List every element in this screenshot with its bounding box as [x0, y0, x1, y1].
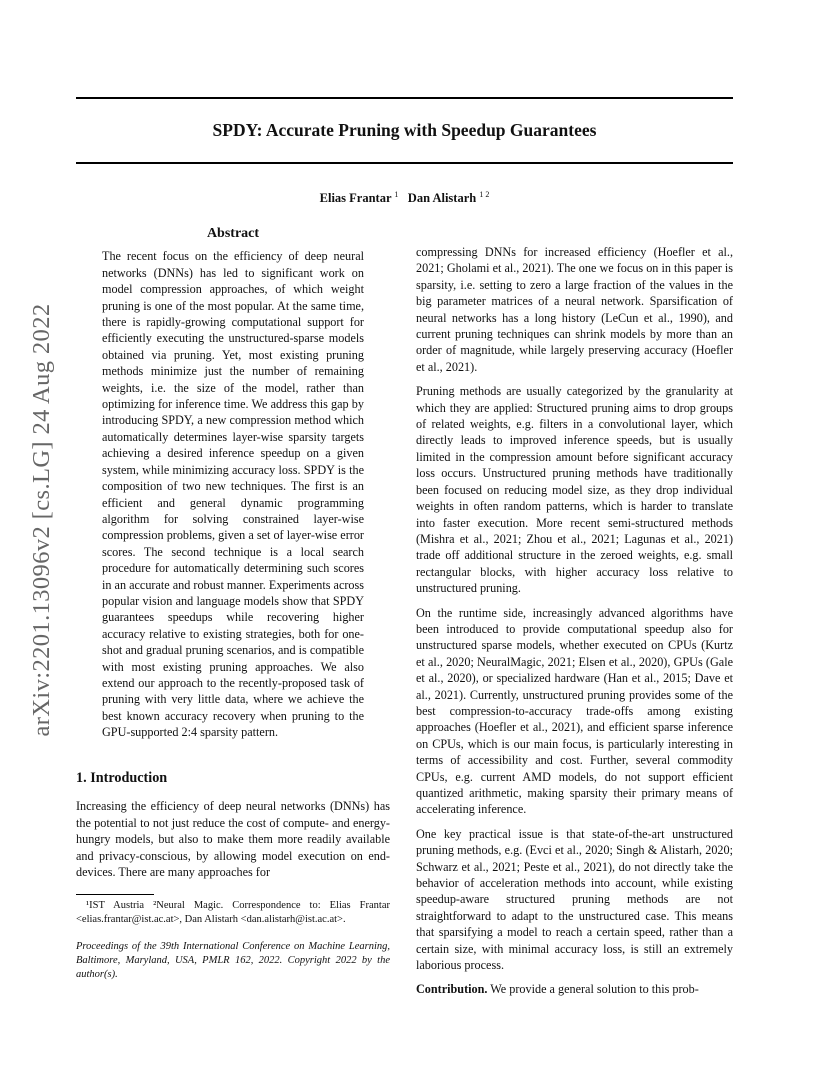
- affiliation-footnote: ¹IST Austria ²Neural Magic. Correspondence to: Elias Frantar <elias.frantar@ist.ac.at>, Dan Alistarh <dan.alistarh@ist.ac.at>.: [76, 900, 390, 926]
- author-affiliation: 1: [394, 190, 399, 199]
- arxiv-stamp: arXiv:2201.13096v2 [cs.LG] 24 Aug 2022: [28, 303, 55, 737]
- body-paragraph: One key practical issue is that state-of-the-art unstructured pruning methods, e.g. (Evci et al., 2020; Singh & Alistarh, 2020; Schwarz et al., 2021; Peste et al., 2021), do not directly take the behavior of acceleration methods into account, while existing speedup-aware structured pruning methods are not straightforward to adapt to the unstructured case. This means that sparsifying a model to reach a certain speed, rather than a certain size, with minimal accuracy loss, is still an extremely laborious process.: [416, 826, 733, 973]
- author-affiliation: 1 2: [479, 190, 490, 199]
- body-paragraph: On the runtime side, increasingly advanced algorithms have been introduced to provide computational speedup also for unstructured sparse models, whether executed on CPUs (Kurtz et al., 2020; NeuralMagic, 2021; Elsen et al., 2020), GPUs (Gale et al., 2020), or specialized hardware (Han et al., 2015; Dave et al., 2021). Currently, unstructured pruning provides some of the best compression-to-accuracy trade-offs among existing approaches (Hoefler et al., 2021), and efficient sparse inference on CPUs, which is our main focus, is particularly interesting in terms of accessibility and cost. Further, several commodity CPUs, e.g. current AMD models, do not support efficient quantized arithmetic, making sparsity their primary means of accelerating inference.: [416, 605, 733, 817]
- abstract-section: [102, 226, 364, 741]
- contribution-label: Contribution.: [416, 982, 488, 997]
- proceedings-note: Proceedings of the 39th International Conference on Machine Learning, Baltimore, Maryland, USA, PMLR 162, 2022. Copyright 2022 by the author(s).: [76, 941, 390, 981]
- author-list: [76, 190, 733, 206]
- abstract-heading: Abstract: [206, 226, 260, 241]
- intro-paragraph: Increasing the efficiency of deep neural networks (DNNs) has the potential to not just reduce the cost of compute- and energy-hungry models, but also to make them more readily available and privacy-conscious, by allowing model execution on end-devices. There are many approaches for: [76, 799, 390, 880]
- right-column: [416, 244, 733, 1006]
- introduction-section: [76, 770, 390, 982]
- contribution-text: We provide a general solution to this prob-: [490, 982, 699, 997]
- section-heading: 1. Introduction: [76, 770, 168, 786]
- footnote-rule: [76, 894, 154, 895]
- body-paragraph: compressing DNNs for increased efficiency (Hoefler et al., 2021; Gholami et al., 2021). The one we focus on in this paper is sparsity, i.e. setting to zero a large fraction of the values in the big parameter matrices of a neural network. Sparsification of neural networks has a long history (LeCun et al., 1990), and current pruning techniques can shrink models by more than an order of magnitude, while largely preserving accuracy (Hoefler et al., 2021).: [416, 245, 733, 374]
- contribution-paragraph: [416, 981, 733, 997]
- body-paragraph: Pruning methods are usually categorized by the granularity at which they are applied: Structured pruning aims to drop groups of related weights, e.g. filters in a convolutional layer, which directly leads to improved inference speeds, but is usually limited in the compression amount before significant accuracy loss occurs. Unstructured pruning methods have traditionally been focused on reducing model size, as they drop individual weights in often random patterns, which is harder to translate into faster execution. More recent semi-structured methods (Mishra et al., 2021; Zhou et al., 2021; Lagunas et al., 2021) trade off additional structure in the zeroed weights, e.g. small rectangular blocks, with higher accuracy loss relative to unstructured pruning.: [416, 384, 733, 596]
- abstract-text: The recent focus on the efficiency of deep neural networks (DNNs) has led to significant work on model compression approaches, of which weight pruning is one of the most popular. At the same time, there is rapidly-growing computational support for efficiently executing the unstructured-sparse models obtained via pruning. Yet, most existing pruning methods minimize just the number of remaining weights, i.e. the size of the model, rather than optimizing for inference time. We address this gap by introducing SPDY, a new compression method which automatically determines layer-wise sparsity targets achieving a desired inference speedup on a given system, while minimizing accuracy loss. SPDY is the composition of two new techniques. The first is an efficient and general dynamic programming algorithm for solving constrained layer-wise compression problems, given a set of layer-wise error scores. The second technique is a local search procedure for automatically determining such scores in an accurate and robust manner. Experiments across popular vision and language models show that SPDY guarantees speedups while recovering higher accuracy relative to existing strategies, both for one-shot and gradual pruning scenarios, and is compatible with most existing pruning approaches. We also extend our approach to the recently-proposed task of pruning with very little data, where we achieve the best known accuracy recovery when pruning to the GPU-supported 2:4 sparsity pattern.: [102, 249, 364, 740]
- author-name: Elias Frantar: [319, 191, 392, 206]
- title-bottom-rule: [76, 162, 733, 164]
- paper-title: SPDY: Accurate Pruning with Speedup Guarantees: [212, 120, 597, 140]
- author-name: Dan Alistarh: [407, 191, 477, 206]
- top-rule: [76, 97, 733, 99]
